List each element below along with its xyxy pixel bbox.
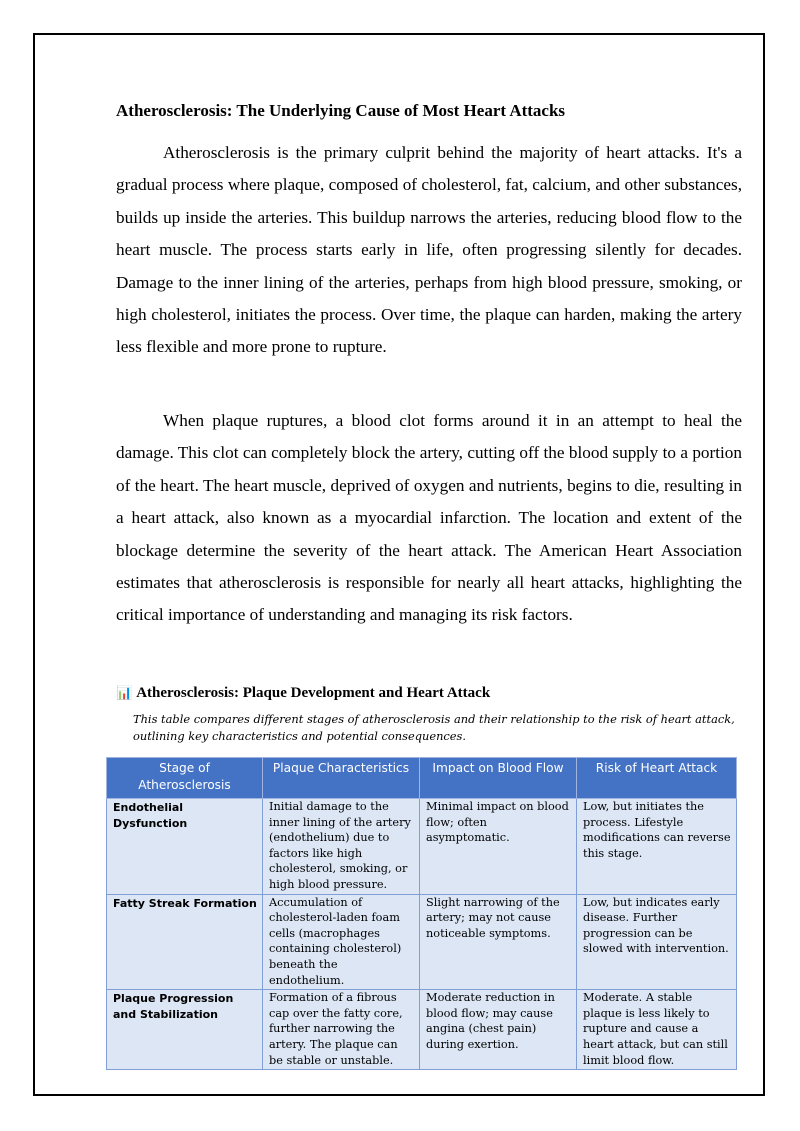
cell-plaque: Initial damage to the inner lining of the artery (endothelium) due to factors like high cholesterol, smoking, or high blood pressure. — [263, 799, 420, 895]
header-impact-on-blood-flow: Impact on Blood Flow — [420, 758, 577, 799]
paragraph-1: Atherosclerosis is the primary culprit behind the majority of heart attacks. It's a gradual process where plaque, composed of cholesterol, fat, calcium, and other substances, builds up inside the arteries. This buildup narrows the arteries, reducing blood flow to the heart muscle. The process starts early in life, often progressing silently for decades. Damage to the inner lining of the arteries, perhaps from high blood pressure, smoking, or high cholesterol, initiates the process. Over time, the plaque can harden, making the artery less flexible and more prone to rupture. — [116, 143, 742, 357]
cell-stage: Fatty Streak Formation — [107, 894, 263, 990]
header-risk-of-heart-attack: Risk of Heart Attack — [577, 758, 737, 799]
header-plaque-characteristics: Plaque Characteristics — [263, 758, 420, 799]
table-row — [107, 799, 737, 895]
cell-blood-flow: Slight narrowing of the artery; may not cause noticeable symptoms. — [420, 894, 577, 990]
cell-plaque: Formation of a fibrous cap over the fatty core, further narrowing the artery. The plaque can be stable or unstable. — [263, 990, 420, 1070]
cell-stage: Endothelial Dysfunction — [107, 799, 263, 895]
table-title — [116, 683, 742, 703]
cell-blood-flow: Moderate reduction in blood flow; may cause angina (chest pain) during exertion. — [420, 990, 577, 1070]
table-row — [107, 990, 737, 1070]
cell-risk: Low, but indicates early disease. Further progression can be slowed with intervention. — [577, 894, 737, 990]
header-stage: Stage of Atherosclerosis — [107, 758, 263, 799]
document-body — [113, 98, 742, 1067]
table-header-row — [107, 758, 737, 799]
cell-blood-flow: Minimal impact on blood flow; often asymptomatic. — [420, 799, 577, 895]
table-title-text: Atherosclerosis: Plaque Development and Heart Attack — [136, 685, 491, 701]
cell-risk: Moderate. A stable plaque is less likely to rupture and cause a heart attack, but can still limit blood flow. — [577, 990, 737, 1070]
cell-stage: Plaque Progression and Stabilization — [107, 990, 263, 1070]
bar-chart-icon: 📊 — [116, 685, 133, 700]
cell-risk: Low, but initiates the process. Lifestyle modifications can reverse this stage. — [577, 799, 737, 895]
section-heading: Atherosclerosis: The Underlying Cause of Most Heart Attacks — [116, 101, 566, 120]
stages-table — [106, 757, 737, 1070]
table-caption: This table compares different stages of atherosclerosis and their relationship to the risk of heart attack, outlining key characteristics and potential consequences. — [133, 712, 735, 743]
paragraph-2: When plaque ruptures, a blood clot forms around it in an attempt to heal the damage. This clot can completely block the artery, cutting off the blood supply to a portion of the heart. The heart muscle, deprived of oxygen and nutrients, begins to die, resulting in a heart attack, also known as a myocardial infarction. The location and extent of the blockage determine the severity of the heart attack. The American Heart Association estimates that atherosclerosis is responsible for nearly all heart attacks, highlighting the critical importance of understanding and managing its risk factors. — [116, 411, 742, 625]
cell-plaque: Accumulation of cholesterol-laden foam cells (macrophages containing cholesterol) beneath the endothelium. — [263, 894, 420, 990]
table-row — [107, 894, 737, 990]
